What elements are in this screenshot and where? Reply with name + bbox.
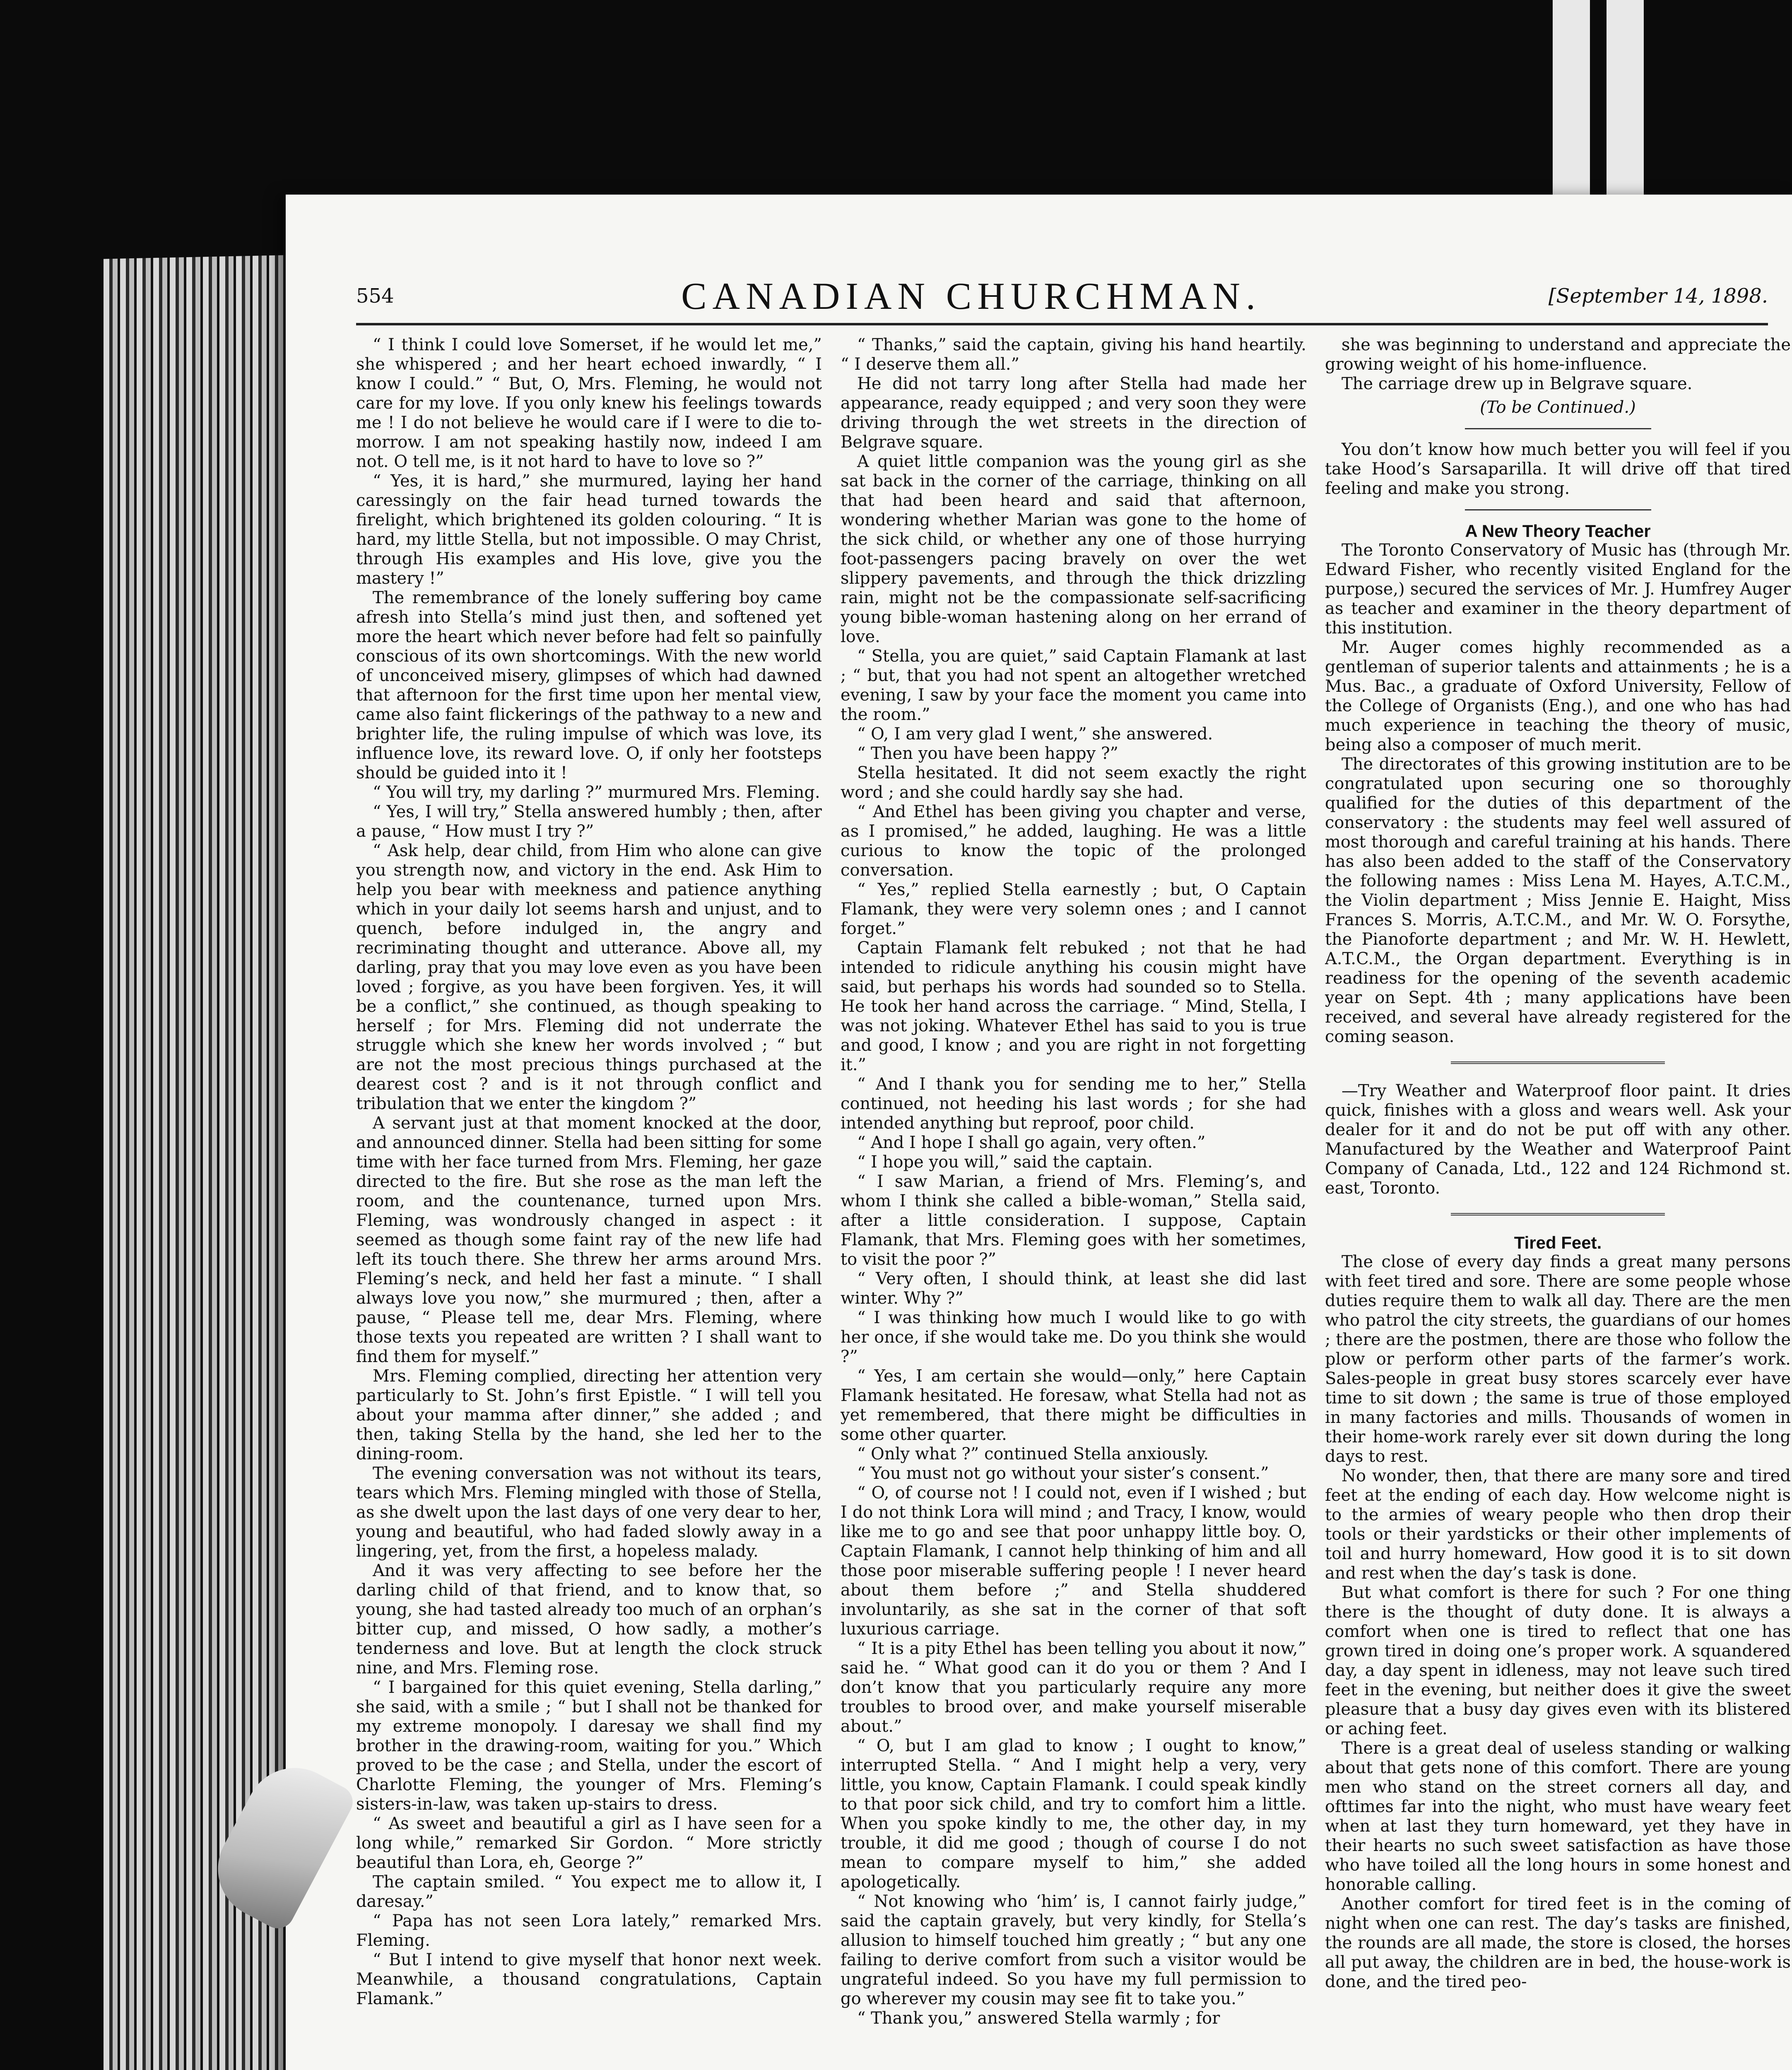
- header-date: [September 14, 1898.: [1548, 284, 1768, 308]
- story-paragraph: “ Thanks,” said the captain, giving his hand heartily. “ I deserve them all.”: [841, 335, 1306, 374]
- story-paragraph: The remembrance of the lonely suffering boy came afresh into Stella’s mind just then, and softened yet more the heart which never before had felt so painfully conscious of its own shortcomings. With the new world of unconceived misery, glimpses of which had dawned that afternoon for the first time upon her mental view, came also faint flickerings of the pathway to a new and brighter life, the ruling impulse of which was love, its influence love, its reward love. O, if only her footsteps should be guided into it !: [356, 588, 822, 782]
- article-paragraph: The Toronto Conservatory of Music has (through Mr. Edward Fisher, who recently visited England for the purpose,) secured the services of Mr. J. Humfrey Auger as teacher and examiner in the theory department of this institution.: [1325, 541, 1791, 638]
- article-theory-teacher: [1325, 541, 1791, 1047]
- masthead: CANADIAN CHURCHMAN.: [681, 275, 1262, 317]
- story-paragraph: “ Then you have been happy ?”: [857, 744, 1118, 763]
- story-paragraph: “ It is a pity Ethel has been telling you about it now,” said he. “ What good can it do you or them ? And I don’t know that you particularly require any more troubles to brood over, and make yourself miserable about.”: [841, 1639, 1306, 1736]
- story-paragraph: “ I was thinking how much I would like to go with her once, if she would take me. Do you think she would ?”: [841, 1308, 1306, 1366]
- paint-advertisement: —Try Weather and Waterproof floor paint. It dries quick, finishes with a gloss and wears well. Ask your dealer for it and do not be put off with any other. Manufactured by the Weather and Waterproof Paint Company of Canada, Ltd., 122 and 124 Richmond st. east, Toronto.: [1325, 1081, 1791, 1198]
- divider: [1465, 509, 1651, 510]
- story-paragraph: “ Ask help, dear child, from Him who alone can give you strength now, and victory in the end. Ask Him to help you bear with meekness and patience anything which in your daily lot seems harsh and unjust, and to quench, before indulged in, the angry and recriminating thought and utterance. Above all, my darling, pray that you may love even as you have been loved ; forgive, as you have been forgiven. Yes, it will be a conflict,” she continued, as though speaking to herself ; for Mrs. Fleming did not underrate the struggle which she knew her words involved ; “ but are not the most precious things purchased at the dearest cost ? and is it not through conflict and tribulation that we enter the kingdom ?”: [356, 841, 822, 1113]
- double-divider: [1451, 1213, 1665, 1218]
- story-paragraph: A servant just at that moment knocked at the door, and announced dinner. Stella had been sitting for some time with her face turned from Mrs. Fleming, her gaze directed to the fire. But she rose as the man left the room, and the countenance, turned upon Mrs. Fleming, was wondrously changed in aspect : it seemed as though some faint ray of the new life had left its touch there. She threw her arms around Mrs. Fleming’s neck, and held her fast a minute. “ I shall always love you now,” she murmured ; then, after a pause, “ Please tell me, dear Mrs. Fleming, where those texts you repeated are written ? I shall want to find them for myself.”: [356, 1114, 822, 1366]
- column-1: [356, 335, 822, 2070]
- story-paragraph: “ Yes, I am certain she would—only,” here Captain Flamank hesitated. He foresaw, what Stella had not as yet remembered, that there might be difficulties in some other quarter.: [841, 1367, 1306, 1444]
- story-paragraph: “ O, I am very glad I went,” she answered.: [857, 724, 1213, 744]
- story-paragraph: “ I hope you will,” said the captain.: [857, 1153, 1153, 1172]
- page-number: 554: [356, 284, 394, 308]
- story-paragraph: “ Stella, you are quiet,” said Captain Flamank at last ; “ but, that you had not spent an altogether wretched evening, I saw by your face the moment you came into the room.”: [841, 647, 1306, 724]
- article-paragraph: The close of every day finds a great many persons with feet tired and sore. There are some people whose duties require them to walk all day. There are the men who patrol the city streets, the guardians of our homes ; there are the postmen, there are those who follow the plow or perform other parts of the farmer’s work. Sales-people in great busy stores scarcely ever have time to sit down ; the same is true of those employed in many factories and mills. Thousands of women in their home-work rarely ever sit down during the long days to rest.: [1325, 1252, 1791, 1466]
- story-conclusion: [1325, 335, 1791, 394]
- story-paragraph: “ Yes, it is hard,” she murmured, laying her hand caressingly on the fair head turned towards the firelight, which brightened its golden colouring. “ It is hard, my little Stella, but not impossible. O may Christ, through His examples and His love, give you the mastery !”: [356, 472, 822, 588]
- story-paragraph: “ And I thank you for sending me to her,” Stella continued, not heeding his last words ; for she had intended anything but reproof, poor child.: [841, 1075, 1306, 1133]
- story-paragraph: she was beginning to understand and appreciate the growing weight of his home-influence.: [1325, 335, 1791, 374]
- story-paragraph: “ You must not go without your sister’s consent.”: [857, 1464, 1269, 1483]
- article-paragraph: Mr. Auger comes highly recommended as a gentleman of superior talents and attainments ; he is a Mus. Bac., a graduate of Oxford University, Fellow of the College of Organists (Eng.), and one who has had much experience in teaching the theory of music, being also a composer of much merit.: [1325, 638, 1791, 754]
- story-paragraph: “ I bargained for this quiet evening, Stella darling,” she said, with a smile ; “ but I shall not be thanked for my extreme monopoly. I daresay we shall find my brother in the drawing-room, waiting for you.” Which proved to be the case ; and Stella, under the escort of Charlotte Fleming, the younger of Mrs. Fleming’s sisters-in-law, was taken up-stairs to dress.: [356, 1678, 822, 1814]
- story-paragraph: “ Only what ?” continued Stella anxiously.: [857, 1444, 1209, 1463]
- continued-note: (To be Continued.): [1480, 398, 1636, 417]
- divider: [1465, 428, 1651, 429]
- page-header: [356, 269, 1768, 325]
- story-paragraph: The evening conversation was not without its tears, tears which Mrs. Fleming mingled with those of Stella, as she dwelt upon the last days of one very dear to her, young and beautiful, who had faded slowly away in a lingering, yet, from the first, a hopeless malady.: [356, 1464, 822, 1561]
- story-paragraph: He did not tarry long after Stella had made her appearance, ready equipped ; and very soon they were driving through the wet streets in the direction of Belgrave square.: [841, 374, 1306, 452]
- story-paragraph: “ Yes, I will try,” Stella answered humbly ; then, after a pause, “ How must I try ?”: [356, 802, 822, 841]
- newspaper-page: [286, 195, 1792, 2070]
- story-paragraph: The carriage drew up in Belgrave square.: [1342, 374, 1693, 393]
- story-paragraph: “ Thank you,” answered Stella warmly ; for: [857, 2009, 1220, 2028]
- story-paragraph: “ And I hope I shall go again, very often.”: [857, 1133, 1206, 1152]
- article-paragraph: Another comfort for tired feet is in the coming of night when one can rest. The day’s tasks are finished, the rounds are all made, the store is closed, the horses all put away, the children are in bed, the house-work is done, and the tired peo-: [1325, 1894, 1791, 1991]
- hoods-advertisement: You don’t know how much better you will feel if you take Hood’s Sarsaparilla. It will drive off that tired feeling and make you strong.: [1325, 440, 1791, 498]
- story-paragraph: “ I saw Marian, a friend of Mrs. Fleming’s, and whom I think she called a bible-woman,” Stella said, after a little consideration. I suppose, Captain Flamank, that Mrs. Fleming goes with her sometimes, to visit the poor ?”: [841, 1172, 1306, 1269]
- article-tired-feet: [1325, 1252, 1791, 1992]
- story-paragraph: “ O, but I am glad to know ; I ought to know,” interrupted Stella. “ And I might help a very, very little, you know, Captain Flamank. I could speak kindly to that poor sick child, and try to comfort him a little. When you spoke kindly to me, the other day, in my trouble, it did me good ; though of course I do not mean to compare myself to him,” she added apologetically.: [841, 1736, 1306, 1892]
- story-paragraph: “ I think I could love Somerset, if he would let me,” she whispered ; and her heart echoed inwardly, “ I know I could.” “ But, O, Mrs. Fleming, he would not care for my love. If you only knew his feelings towards me ! I do not believe he would care if I were to die to-morrow. I am not speaking hastily now, indeed I am not. O tell me, is it not hard to have to love so ?”: [356, 335, 822, 471]
- story-paragraph: “ Papa has not seen Lora lately,” remarked Mrs. Fleming.: [356, 1911, 822, 1950]
- story-paragraph: Captain Flamank felt rebuked ; not that he had intended to ridicule anything his cousin might have said, but perhaps his words had sounded so to Stella. He took her hand across the carriage. “ Mind, Stella, I was not joking. Whatever Ethel has said to you is true and good, I know ; and you are right in not forgetting it.”: [841, 939, 1306, 1074]
- story-paragraph: “ But I intend to give myself that honor next week. Meanwhile, a thousand congratulations, Captain Flamank.”: [356, 1950, 822, 2008]
- story-paragraph: The captain smiled. “ You expect me to allow it, I daresay.”: [356, 1873, 822, 1911]
- article-paragraph: There is a great deal of useless standing or walking about that gets none of this comfort. There are young men who stand on the street corners all day, and ofttimes far into the night, who must have weary feet when at last they turn homeward, yet they have in their hearts no such sweet satisfaction as have those who have toiled all the long hours in some honest and honorable calling.: [1325, 1739, 1791, 1894]
- story-paragraph: Stella hesitated. It did not seem exactly the right word ; and she could hardly say she had.: [841, 763, 1306, 802]
- article-paragraph: The directorates of this growing institution are to be congratulated upon securing one so thoroughly qualified for the duties of this department of the conservatory : the students may feel well assured of most thorough and careful training at his hands. There has also been added to the staff of the Conservatory the following names : Miss Lena M. Hayes, A.T.C.M., the Violin department ; Miss Jennie E. Haight, Miss Frances S. Morris, A.T.C.M., and Mr. W. O. Forsythe, the Pianoforte department ; and Mr. W. H. Hewlett, A.T.C.M., the Organ department. Everything is in readiness for the opening of the seventh academic year on Sept. 4th ; many applications have been received, and several have already registered for the coming season.: [1325, 755, 1791, 1046]
- story-paragraph: “ And Ethel has been giving you chapter and verse, as I promised,” he added, laughing. He was a little curious to know the topic of the prolonged conversation.: [841, 802, 1306, 880]
- story-paragraph: “ Not knowing who ‘him’ is, I cannot fairly judge,” said the captain gravely, but very kindly, for Stella’s allusion to himself touched him greatly ; “ but any one failing to derive comfort from such a visitor would be ungrateful indeed. So you have my full permission to go wherever my cousin may see fit to take you.”: [841, 1892, 1306, 2008]
- article-heading-theory-teacher: A New Theory Teacher: [1465, 521, 1651, 541]
- story-paragraph: “ You will try, my darling ?” murmured Mrs. Fleming.: [373, 783, 820, 802]
- story-paragraph: “ Very often, I should think, at least she did last winter. Why ?”: [841, 1269, 1306, 1308]
- story-paragraph: “ As sweet and beautiful a girl as I have seen for a long while,” remarked Sir Gordon. “ More strictly beautiful than Lora, eh, George ?”: [356, 1814, 822, 1872]
- story-paragraph: And it was very affecting to see before her the darling child of that friend, and to know that, so young, she had tasted already too much of an orphan’s bitter cup, and missed, O how sadly, a mother’s tenderness and love. But at length the clock struck nine, and Mrs. Fleming rose.: [356, 1561, 822, 1678]
- article-heading-tired-feet: Tired Feet.: [1514, 1233, 1602, 1252]
- story-paragraph: Mrs. Fleming complied, directing her attention very particularly to St. John’s first Epistle. “ I will tell you about your mamma after dinner,” she added ; and then, taking Stella by the hand, she led her to the dining-room.: [356, 1367, 822, 1463]
- column-2: [841, 335, 1306, 2070]
- story-paragraph: A quiet little companion was the young girl as she sat back in the corner of the carriage, thinking on all that had been heard and said that afternoon, wondering whether Marian was gone to the home of the sick child, or whether any one of those hurrying foot-passengers pacing bravely on over the wet slippery pavements, and through the thick drizzling rain, might not be the compassionate self-sacrificing young bible-woman hastening along on her errand of love.: [841, 452, 1306, 646]
- story-paragraph: “ Yes,” replied Stella earnestly ; but, O Captain Flamank, they were very solemn ones ; and I cannot forget.”: [841, 880, 1306, 938]
- column-3: [1325, 335, 1791, 2070]
- double-divider: [1451, 1061, 1665, 1066]
- article-paragraph: But what comfort is there for such ? For one thing there is the thought of duty done. It is always a comfort when one is tired to reflect that one has grown tired in doing one’s proper work. A squandered day, a day spent in idleness, may not leave such tired feet in the evening, but neither does it give the sweet pleasure that a busy day gives even with its blistered or aching feet.: [1325, 1583, 1791, 1738]
- article-paragraph: No wonder, then, that there are many sore and tired feet at the ending of each day. How welcome night is to the armies of weary people who then drop their tools or their yardsticks or their other implements of toil and hurry homeward, How good it is to sit down and rest when the day’s task is done.: [1325, 1466, 1791, 1583]
- story-paragraph: “ O, of course not ! I could not, even if I wished ; but I do not think Lora will mind ; and Tracy, I know, would like me to go and see that poor unhappy little boy. O, Captain Flamank, I cannot help thinking of him and all those poor miserable suffering people ! I never heard about them before ;” and Stella shuddered involuntarily, as she sat in the corner of that soft luxurious carriage.: [841, 1483, 1306, 1639]
